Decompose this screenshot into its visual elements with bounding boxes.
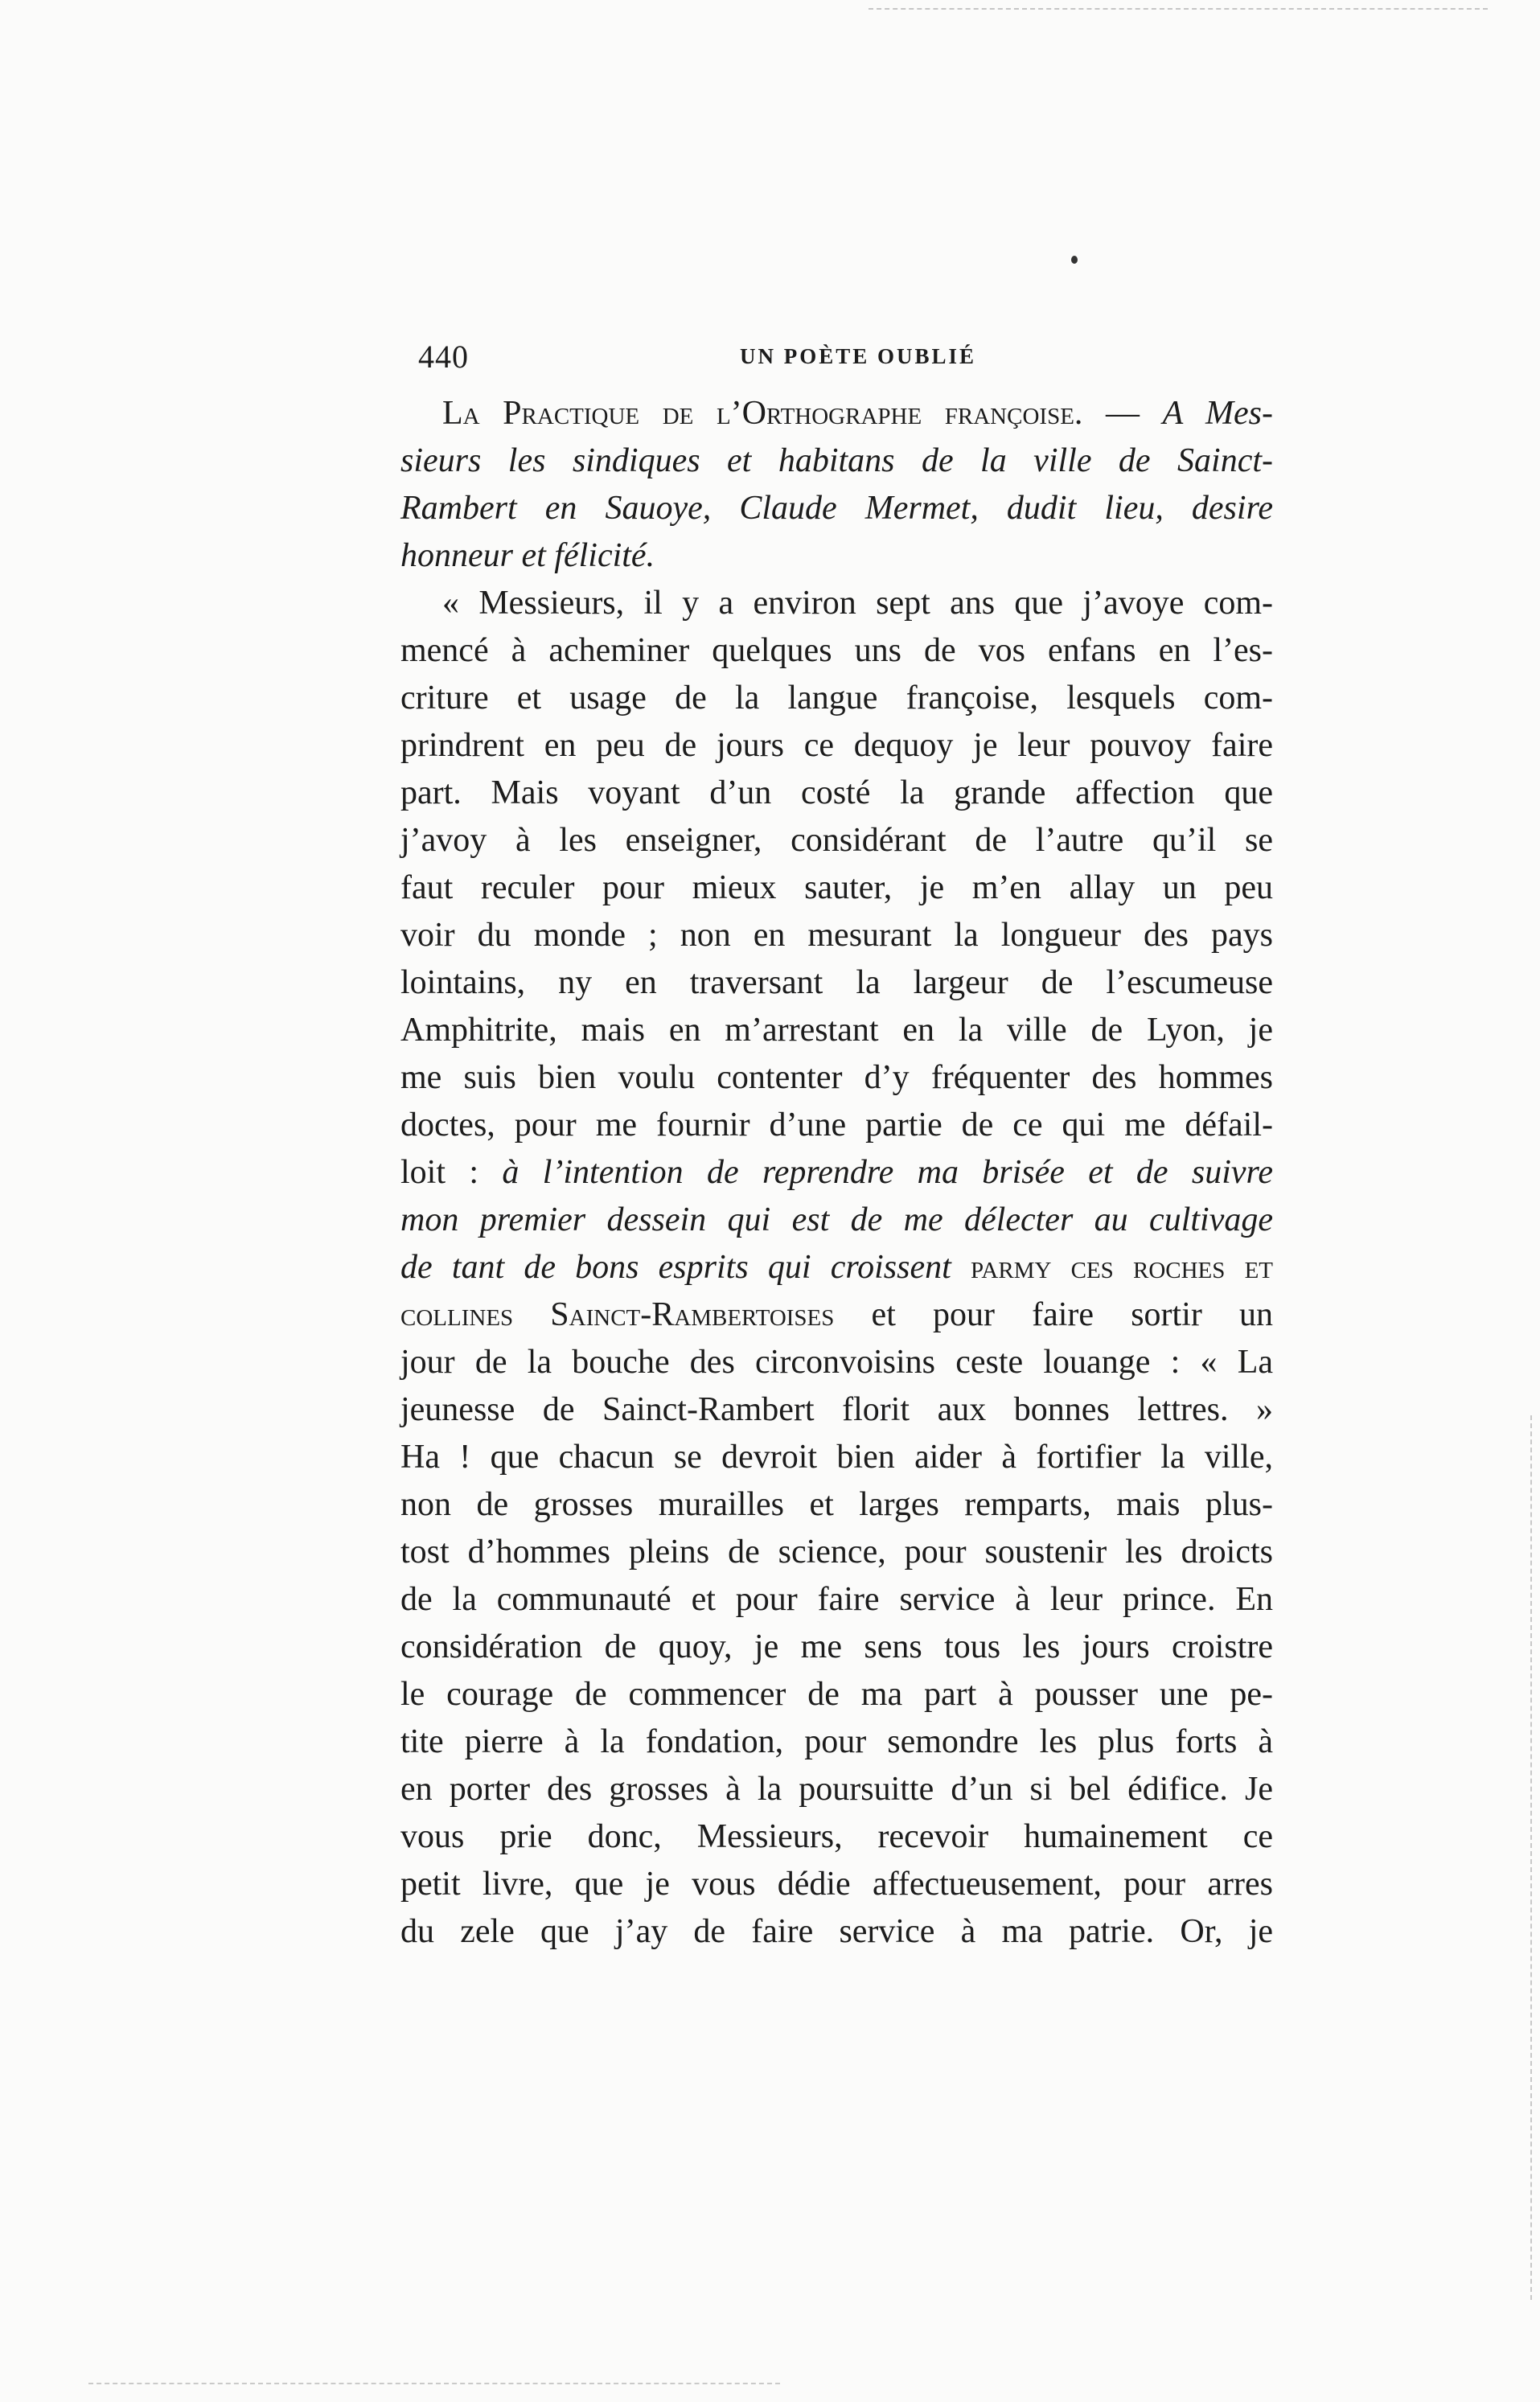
text-segment: lointains, ny en traversant la largeur de l’escumeuse [400,964,1273,1001]
text-segment: part. Mais voyant d’un costé la grande affection que [400,774,1273,811]
text-segment: du zele que j’ay de faire service à ma patrie. Or, je [400,1913,1273,1950]
text-segment: collines Sainct-Rambertoises [400,1296,835,1333]
text-line [400,1339,1273,1386]
text-segment: criture et usage de la langue françoise, lesquels com- [400,680,1273,716]
text-segment: A Mes- [1162,395,1273,432]
text-segment: loit : [400,1154,503,1191]
text-segment: en porter des grosses à la poursuitte d’un si bel édifice. Je [400,1771,1273,1808]
text-segment: prindrent en peu de jours ce dequoy je leur pouvoy faire [400,727,1273,764]
text-segment: considération de quoy, je me sens tous les jours croistre [400,1628,1273,1665]
text-segment: j’avoy à les enseigner, considérant de l’autre qu’il se [400,822,1273,859]
scan-edge-right [1530,1415,1532,2300]
text-segment: doctes, pour me fournir d’une partie de ce qui me défail- [400,1107,1273,1144]
text-segment: Amphitrite, mais en m’arrestant en la ville de Lyon, je [400,1012,1273,1049]
text-segment: tost d’hommes pleins de science, pour soustenir les droicts [400,1534,1273,1571]
text-segment: faut reculer pour mieux sauter, je m’en allay un peu [400,869,1273,906]
text-segment: « Messieurs, il y a environ sept ans que j’avoye com- [442,585,1273,622]
text-segment: honneur et félicité. [400,537,655,574]
text-line [400,1386,1273,1434]
text-line [400,675,1273,722]
text-segment: Ha ! que chacun se devroit bien aider à fortifier la ville, [400,1439,1273,1476]
text-segment: Rambert en Sauoye, Claude Mermet, dudit lieu, desire [400,490,1273,527]
running-title: UN POÈTE OUBLIÉ [740,344,977,368]
text-segment: vous prie donc, Messieurs, recevoir humainement ce [400,1818,1273,1855]
page-number: 440 [418,339,469,375]
text-line [400,580,1273,627]
text-line [400,437,1273,485]
text-segment: La Practique de l’Orthographe françoise. — [442,395,1163,432]
text-segment: jour de la bouche des circonvoisins ceste louange : « La [400,1344,1273,1381]
text-line [400,770,1273,817]
text-segment: et pour faire sortir un [834,1296,1273,1333]
text-line [400,1054,1273,1102]
text-line [400,390,1273,437]
text-line [400,1244,1273,1291]
text-segment: de tant de bons esprits qui croissent [400,1249,971,1286]
text-line [400,1766,1273,1813]
text-line [400,627,1273,675]
text-segment: jeunesse de Sainct-Rambert florit aux bonnes lettres. » [400,1391,1273,1428]
body-text [400,390,1273,1956]
text-segment: le courage de commencer de ma part à pousser une pe- [400,1676,1273,1713]
text-line [400,1861,1273,1908]
text-line [400,722,1273,770]
text-segment: voir du monde ; non en mesurant la longueur des pays [400,917,1273,954]
ink-speck [1071,256,1078,264]
text-line [400,1481,1273,1529]
text-line [400,1576,1273,1624]
text-line [400,1291,1273,1339]
text-line [400,959,1273,1007]
text-line [400,1908,1273,1956]
text-segment: petit livre, que je vous dédie affectueusement, pour arres [400,1866,1273,1903]
text-segment: de la communauté et pour faire service à leur prince. En [400,1581,1273,1618]
running-header [418,338,1271,378]
text-line [400,1624,1273,1671]
text-line [400,1197,1273,1244]
text-line [400,1813,1273,1861]
text-line [400,532,1273,580]
text-line [400,1149,1273,1197]
text-line [400,1671,1273,1718]
text-segment: à l’intention de reprendre ma brisée et de suivre [502,1154,1273,1191]
text-segment: sieurs les sindiques et habitans de la ville de Sainct- [400,442,1273,479]
text-segment: me suis bien voulu contenter d’y fréquenter des hommes [400,1059,1273,1096]
text-segment: parmy ces roches et [970,1249,1273,1286]
text-segment: tite pierre à la fondation, pour semondre les plus forts à [400,1723,1273,1760]
text-line [400,485,1273,532]
text-segment: mencé à acheminer quelques uns de vos enfans en l’es- [400,632,1273,669]
text-line [400,1434,1273,1481]
text-line [400,912,1273,959]
text-line [400,1718,1273,1766]
scan-edge-bottom [88,2383,780,2384]
text-segment: mon premier dessein qui est de me délecter au cultivage [400,1201,1273,1238]
text-segment: non de grosses murailles et larges remparts, mais plus- [400,1486,1273,1523]
text-line [400,864,1273,912]
text-line [400,1007,1273,1054]
text-line [400,1529,1273,1576]
text-line [400,817,1273,864]
text-line [400,1102,1273,1149]
scan-edge-top [869,8,1488,10]
